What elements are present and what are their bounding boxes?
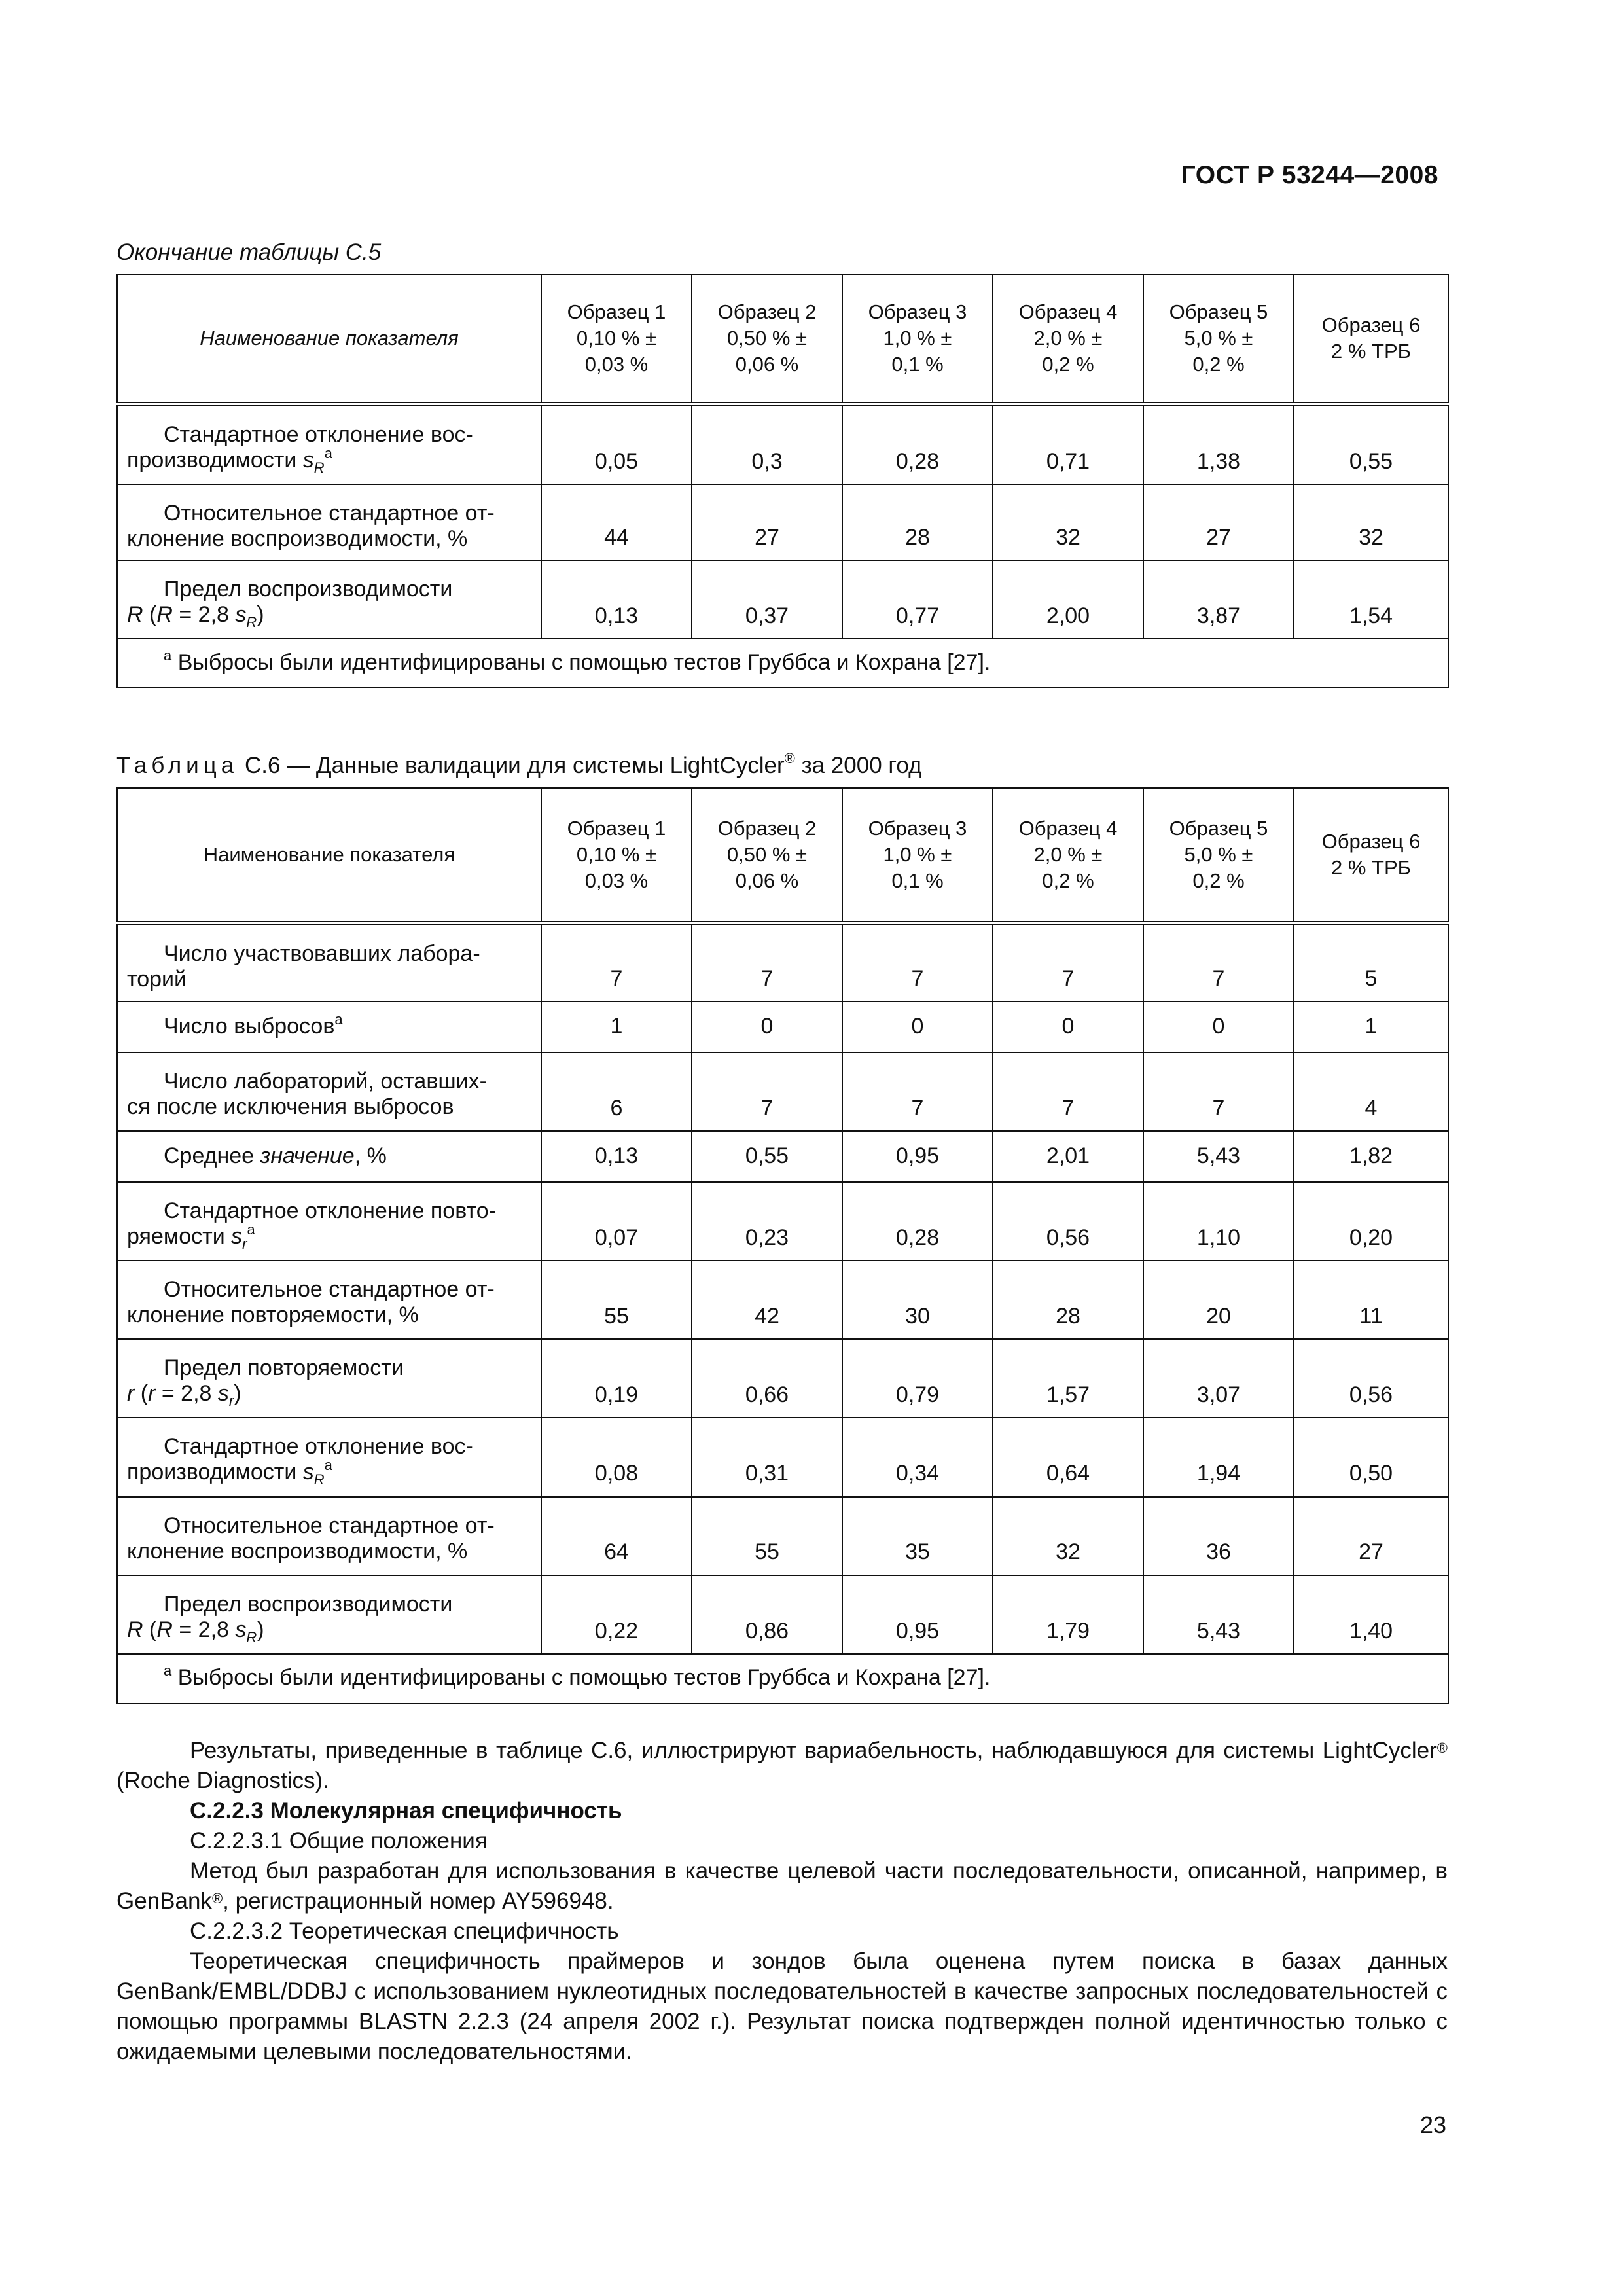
table5-col-header: Образец 2 0,50 % ± 0,06 %	[692, 274, 842, 404]
table-cell: 4	[1294, 1052, 1448, 1131]
table-cell: 0,95	[842, 1131, 993, 1182]
table-cell: 32	[993, 484, 1143, 560]
table5-caption: Окончание таблицы С.5	[116, 240, 382, 265]
table5-footnote-row	[117, 639, 1448, 687]
paragraph-results: Результаты, приведенные в таблице С.6, иллюстрируют вариабельность, наблюдавшуюся для системы LightCycler® (Roche Diagnostics).	[116, 1738, 1448, 1793]
table6	[116, 787, 1449, 1704]
subsection-heading: С.2.2.3.1 Общие положения	[190, 1828, 488, 1854]
section-heading: С.2.2.3 Молекулярная специфичность	[190, 1798, 622, 1823]
table-cell: 0,31	[692, 1418, 842, 1496]
table-cell: 1,57	[993, 1339, 1143, 1418]
table-cell: 0,20	[1294, 1182, 1448, 1261]
table-row	[117, 923, 1448, 1001]
table5-footnote: $^a$ Выбросы были идентифицированы с помощью тестов Груббса и Кохрана [27].	[117, 639, 1448, 687]
table-cell: 1,54	[1294, 560, 1448, 639]
table5-col-header: Образец 1 0,10 % ± 0,03 %	[541, 274, 692, 404]
table-cell: 0,55	[1294, 404, 1448, 484]
table-cell: 0,55	[692, 1131, 842, 1182]
table-cell: 7	[1143, 1052, 1294, 1131]
table-cell: 3,07	[1143, 1339, 1294, 1418]
table-row	[117, 1497, 1448, 1575]
table5-col-header: Образец 5 5,0 % ± 0,2 %	[1143, 274, 1294, 404]
table-cell: 1,82	[1294, 1131, 1448, 1182]
table-cell: 0,37	[692, 560, 842, 639]
table-cell: 0,23	[692, 1182, 842, 1261]
table-cell: 5,43	[1143, 1575, 1294, 1654]
page-number: 23	[1419, 2111, 1446, 2138]
table6-caption: Таблица С.6 — Данные валидации для системы LightCycler® за 2000 год	[116, 750, 922, 778]
table-cell: 55	[541, 1261, 692, 1339]
table-cell: 0,34	[842, 1418, 993, 1496]
table-cell: 55	[692, 1497, 842, 1575]
table-cell: 0,05	[541, 404, 692, 484]
table-cell: 7	[993, 1052, 1143, 1131]
table-cell: 27	[1294, 1497, 1448, 1575]
table5-header-row	[117, 274, 1448, 404]
table-cell: 0	[993, 1001, 1143, 1052]
table-cell: 7	[692, 1052, 842, 1131]
row-label: Число лабораторий, оставших- ся после исключения выбросов	[117, 1052, 541, 1131]
table-cell: 0,3	[692, 404, 842, 484]
table5-col-header: Образец 3 1,0 % ± 0,1 %	[842, 274, 993, 404]
document-code: ГОСТ Р 53244—2008	[1181, 161, 1438, 189]
row-label: Относительное стандартное от- клонение воспроизводимости, %	[117, 484, 541, 560]
table-row	[117, 484, 1448, 560]
table-cell: 0,86	[692, 1575, 842, 1654]
row-label: Среднее значение, %	[117, 1131, 541, 1182]
table-cell: 35	[842, 1497, 993, 1575]
table-cell: 0,08	[541, 1418, 692, 1496]
table-cell: 0,50	[1294, 1418, 1448, 1496]
table-cell: 7	[541, 923, 692, 1001]
table-cell: 1,79	[993, 1575, 1143, 1654]
table-row	[117, 1001, 1448, 1052]
table6-col-header: Образец 1 0,10 % ± 0,03 %	[541, 788, 692, 923]
table-cell: 28	[842, 484, 993, 560]
table-row	[117, 560, 1448, 639]
paragraph-specificity: Теоретическая специфичность праймеров и зондов была оценена путем поиска в базах данных GenBank/EMBL/DDBJ с использованием нуклеотидных последовательностей в качестве запросных последовательностей с помощью программы BLASTN 2.2.3 (24 апреля 2002 г.). Результат поиска подтвержден полной идентичностью только с ожидаемыми целевыми последовательностями.	[116, 1948, 1448, 2064]
table-cell: 0,28	[842, 1182, 993, 1261]
table-cell: 0,19	[541, 1339, 692, 1418]
table-cell: 32	[993, 1497, 1143, 1575]
row-label: Стандартное отклонение вос- производимости $s_R^a$	[117, 1418, 541, 1496]
table-cell: 1,38	[1143, 404, 1294, 484]
table-cell: 44	[541, 484, 692, 560]
table-cell: 0,22	[541, 1575, 692, 1654]
table-cell: 20	[1143, 1261, 1294, 1339]
table-cell: 7	[842, 923, 993, 1001]
table5-col-header: Образец 6 2 % ТРБ	[1294, 274, 1448, 404]
table-cell: 28	[993, 1261, 1143, 1339]
table-cell: 64	[541, 1497, 692, 1575]
row-label: Стандартное отклонение повто- ряемости $s_r^a$	[117, 1182, 541, 1261]
table-cell: 0,79	[842, 1339, 993, 1418]
table-cell: 42	[692, 1261, 842, 1339]
table5	[116, 274, 1449, 688]
table-row	[117, 1131, 1448, 1182]
table-row	[117, 1575, 1448, 1654]
table-cell: 0,77	[842, 560, 993, 639]
table6-header-row	[117, 788, 1448, 923]
table-cell: 0,13	[541, 1131, 692, 1182]
table-cell: 7	[993, 923, 1143, 1001]
table-cell: 0,28	[842, 404, 993, 484]
row-label: Предел воспроизводимости R (R = 2,8 $s_R$)	[117, 560, 541, 639]
table-cell: 0,64	[993, 1418, 1143, 1496]
table-cell: 32	[1294, 484, 1448, 560]
table-cell: 5	[1294, 923, 1448, 1001]
table-cell: 0,95	[842, 1575, 993, 1654]
table-cell: 2,01	[993, 1131, 1143, 1182]
table-cell: 27	[1143, 484, 1294, 560]
table-cell: 1	[541, 1001, 692, 1052]
table-row	[117, 1052, 1448, 1131]
table6-footnote-row	[117, 1654, 1448, 1704]
table-cell: 7	[1143, 923, 1294, 1001]
table-cell: 3,87	[1143, 560, 1294, 639]
table6-footnote: $^a$ Выбросы были идентифицированы с помощью тестов Груббса и Кохрана [27].	[117, 1654, 1448, 1704]
table-cell: 7	[842, 1052, 993, 1131]
table-cell: 1,10	[1143, 1182, 1294, 1261]
table-cell: 30	[842, 1261, 993, 1339]
table6-col-header: Образец 6 2 % ТРБ	[1294, 788, 1448, 923]
table-cell: 36	[1143, 1497, 1294, 1575]
table5-name-header: Наименование показателя	[117, 274, 541, 404]
subsection-heading: С.2.2.3.2 Теоретическая специфичность	[190, 1918, 619, 1944]
table-cell: 11	[1294, 1261, 1448, 1339]
table-cell: 0	[692, 1001, 842, 1052]
table-row	[117, 404, 1448, 484]
row-label: Число выбросов$^a$	[117, 1001, 541, 1052]
table-cell: 0,13	[541, 560, 692, 639]
row-label: Относительное стандартное от- клонение повторяемости, %	[117, 1261, 541, 1339]
table-cell: 5,43	[1143, 1131, 1294, 1182]
table6-col-header: Образец 3 1,0 % ± 0,1 %	[842, 788, 993, 923]
table6-name-header: Наименование показателя	[117, 788, 541, 923]
table-row	[117, 1182, 1448, 1261]
table-cell: 0,07	[541, 1182, 692, 1261]
table-cell: 0,71	[993, 404, 1143, 484]
body-text	[116, 1736, 1448, 2067]
table-cell: 7	[692, 923, 842, 1001]
table5-col-header: Образец 4 2,0 % ± 0,2 %	[993, 274, 1143, 404]
table-cell: 0,66	[692, 1339, 842, 1418]
row-label: Предел повторяемости r (r = 2,8 $s_r$)	[117, 1339, 541, 1418]
table-cell: 1,94	[1143, 1418, 1294, 1496]
table-cell: 6	[541, 1052, 692, 1131]
table6-col-header: Образец 5 5,0 % ± 0,2 %	[1143, 788, 1294, 923]
table-cell: 1,40	[1294, 1575, 1448, 1654]
paragraph-method: Метод был разработан для использования в качестве целевой части последовательности, описанной, например, в GenBank®, регистрационный номер AY596948.	[116, 1858, 1448, 1914]
table-row	[117, 1261, 1448, 1339]
table-row	[117, 1418, 1448, 1496]
table-cell: 1	[1294, 1001, 1448, 1052]
table-cell: 0,56	[993, 1182, 1143, 1261]
table-row	[117, 1339, 1448, 1418]
table6-col-header: Образец 4 2,0 % ± 0,2 %	[993, 788, 1143, 923]
table6-col-header: Образец 2 0,50 % ± 0,06 %	[692, 788, 842, 923]
row-label: Число участвовавших лабора- торий	[117, 923, 541, 1001]
row-label: Стандартное отклонение вос- производимости $s_R^a$	[117, 404, 541, 484]
row-label: Относительное стандартное от- клонение воспроизводимости, %	[117, 1497, 541, 1575]
table-cell: 0	[842, 1001, 993, 1052]
table-cell: 0	[1143, 1001, 1294, 1052]
table-cell: 2,00	[993, 560, 1143, 639]
row-label: Предел воспроизводимости R (R = 2,8 $s_R$)	[117, 1575, 541, 1654]
table-cell: 27	[692, 484, 842, 560]
table-cell: 0,56	[1294, 1339, 1448, 1418]
